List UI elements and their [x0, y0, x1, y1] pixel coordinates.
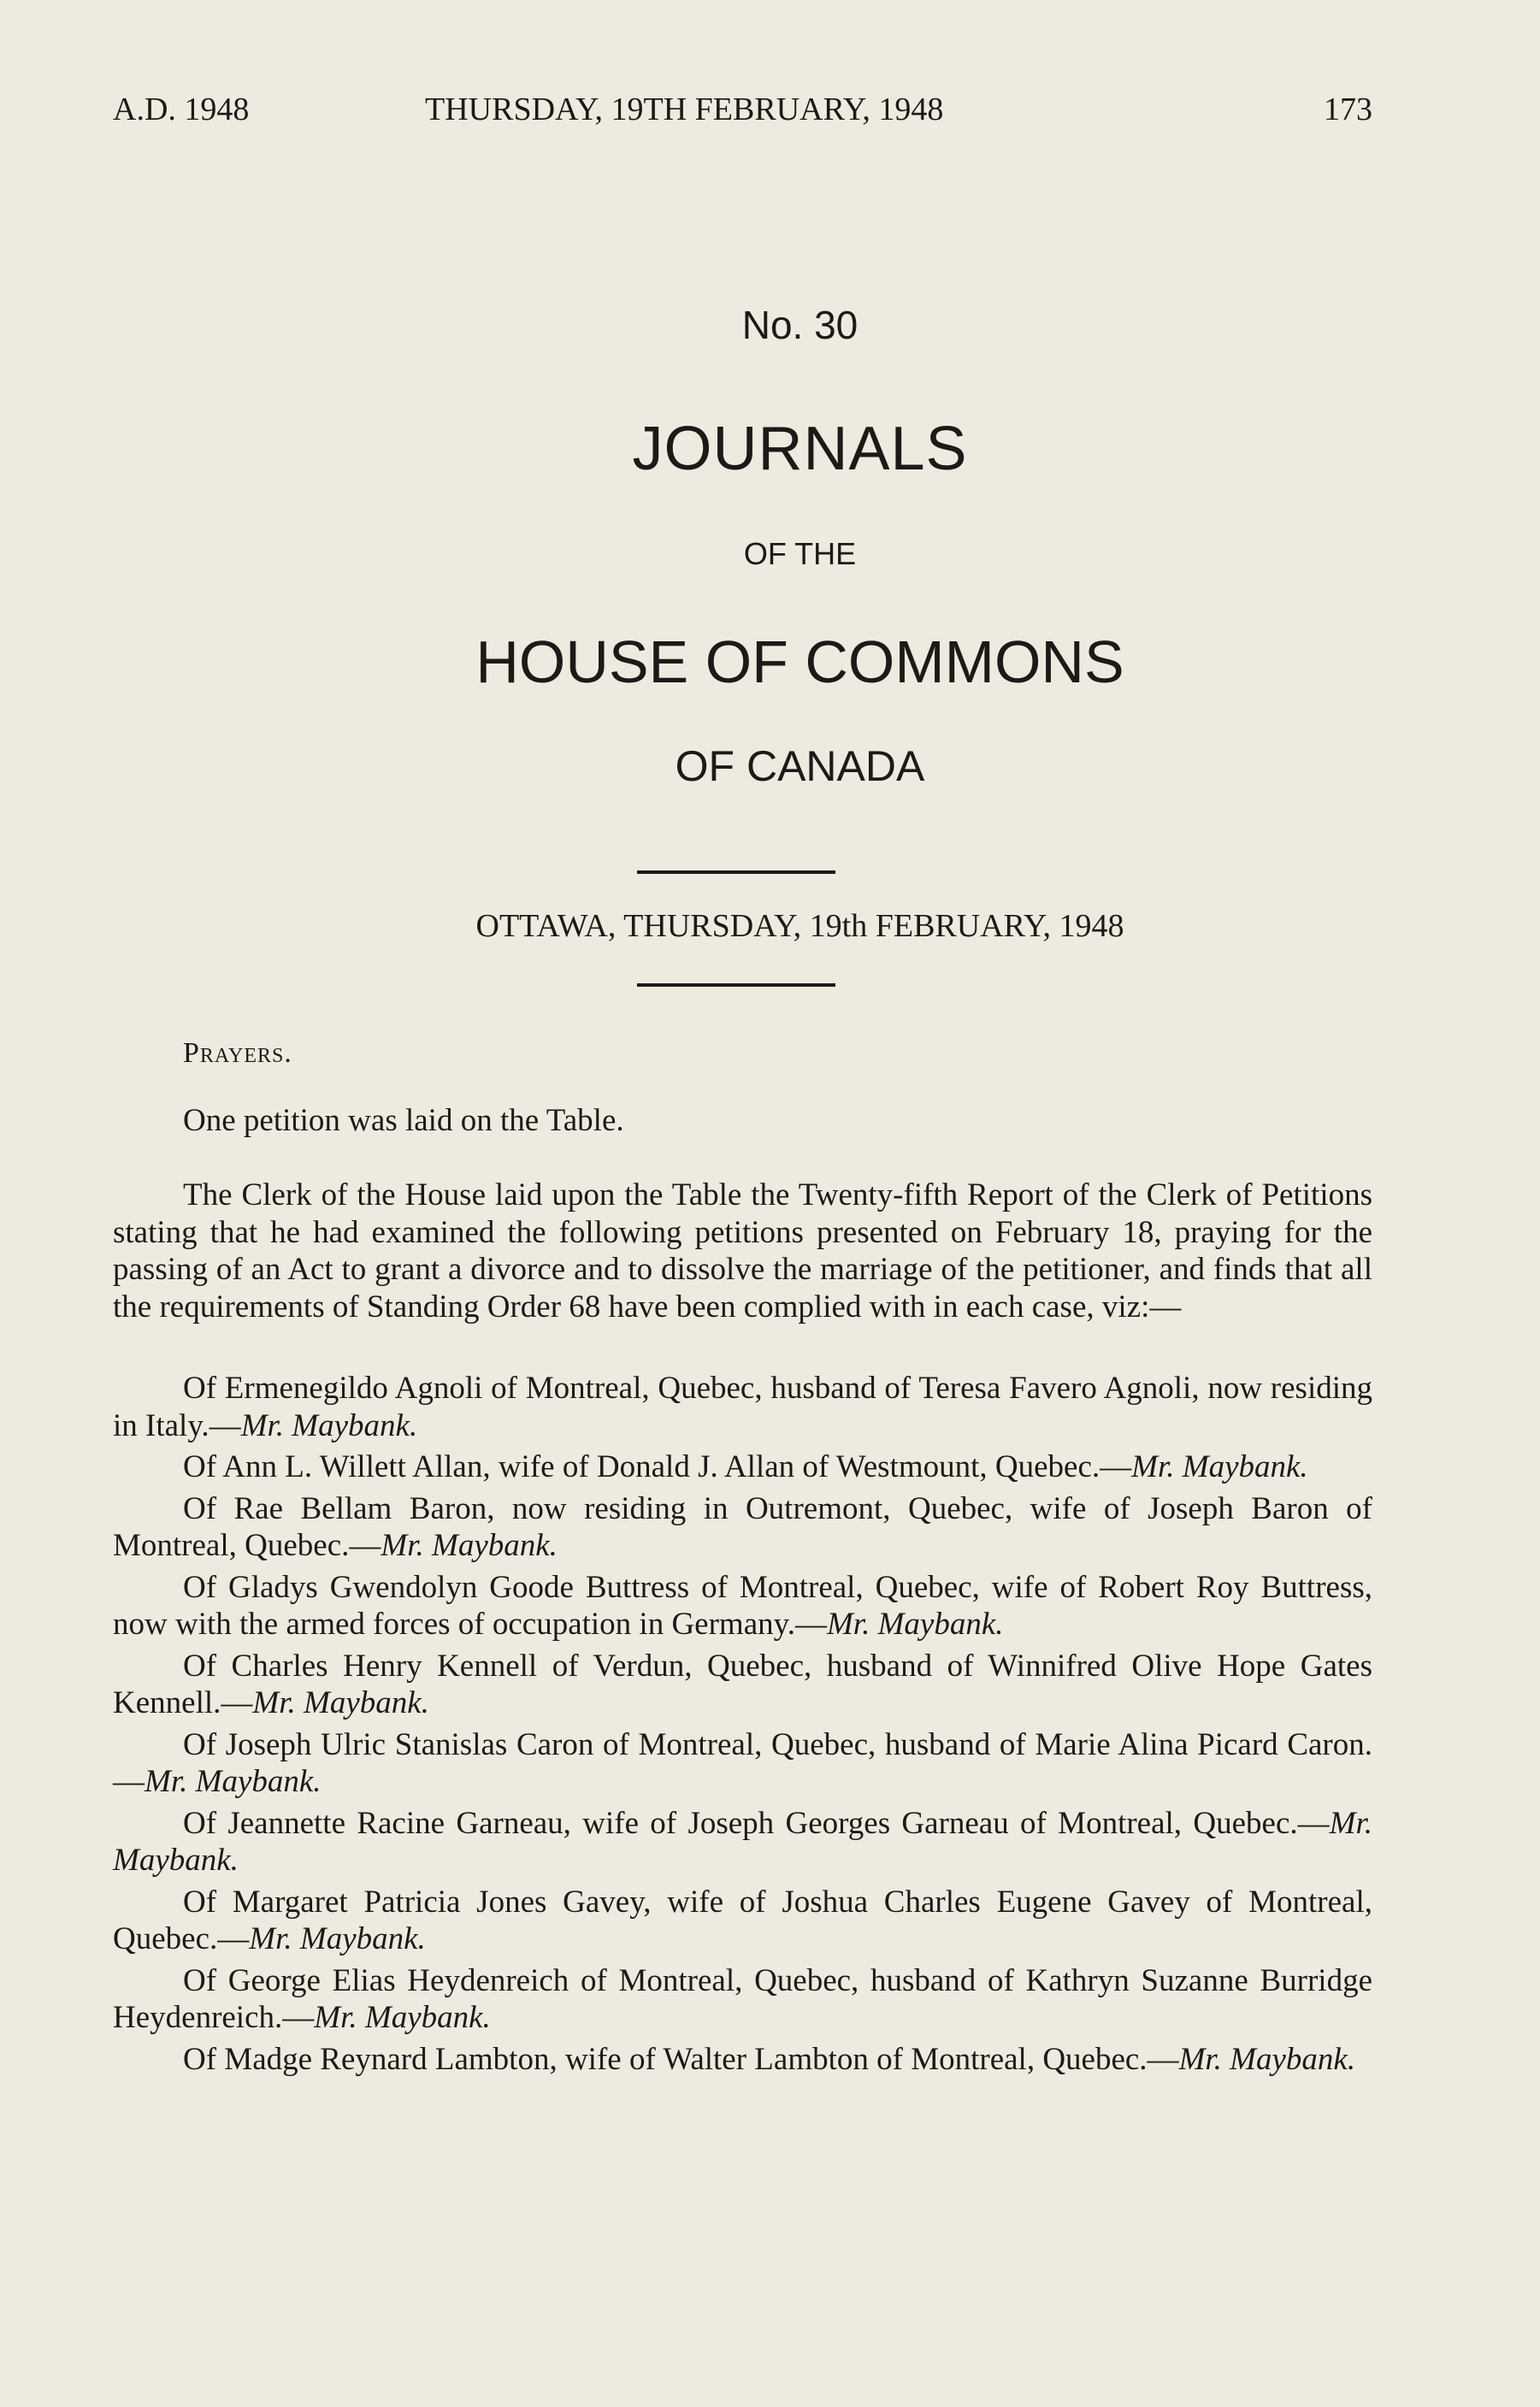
petition-mover: Mr. Maybank. — [249, 1921, 426, 1956]
header-year: A.D. 1948 — [113, 91, 250, 127]
petition-entry — [113, 1805, 1372, 1879]
petition-mover: Mr. Maybank. — [113, 1805, 1372, 1878]
petition-entry — [113, 1569, 1372, 1643]
journal-title: JOURNALS — [632, 415, 968, 483]
journal-house: HOUSE OF COMMONS — [475, 628, 1124, 695]
page-number: 173 — [1324, 91, 1372, 127]
prayers-heading: Prayers. — [183, 1037, 292, 1069]
divider-rule-top — [637, 870, 835, 874]
petition-list — [113, 1370, 1372, 2082]
petition-text: Of Charles Henry Kennell of Verdun, Quebec, husband of Winnifred Olive Hope Gates Kennell.— — [113, 1648, 1372, 1720]
petition-mover: Mr. Maybank. — [240, 1407, 418, 1443]
journal-of-the: OF THE — [743, 536, 857, 571]
petition-mover: Mr. Maybank. — [1178, 2041, 1356, 2077]
petition-text: Of Ermenegildo Agnoli of Montreal, Quebec, husband of Teresa Favero Agnoli, now residing in Italy.— — [113, 1371, 1372, 1443]
petition-entry — [113, 1884, 1372, 1958]
paragraph-petition-laid — [113, 1102, 1372, 1140]
petition-text: Of Jeannette Racine Garneau, wife of Joseph Georges Garneau of Montreal, Quebec.— — [183, 1805, 1330, 1841]
header-date: THURSDAY, 19TH FEBRUARY, 1948 — [425, 91, 944, 127]
journal-of-canada: OF CANADA — [675, 742, 925, 790]
petition-text: Of Ann L. Willett Allan, wife of Donald J. Allan of Westmount, Quebec.— — [183, 1449, 1132, 1484]
petition-text: Of Joseph Ulric Stanislas Caron of Montreal, Quebec, husband of Marie Alina Picard Caron.— — [113, 1726, 1372, 1799]
petition-text: Of Madge Reynard Lambton, wife of Walter Lambton of Montreal, Quebec.— — [183, 2041, 1179, 2077]
petition-entry — [113, 1962, 1372, 2037]
petition-entry — [113, 1490, 1372, 1565]
petition-entry — [113, 2041, 1372, 2079]
petition-entry — [113, 1648, 1372, 1722]
petition-entry — [113, 1726, 1372, 1801]
petition-text: Of Gladys Gwendolyn Goode Buttress of Montreal, Quebec, wife of Robert Roy Buttress, now with the armed forces of occupation in Germany.— — [113, 1569, 1372, 1642]
dateline: OTTAWA, THURSDAY, 19th FEBRUARY, 1948 — [475, 908, 1124, 944]
petition-entry — [113, 1448, 1372, 1486]
running-head — [113, 90, 1372, 129]
petition-text: Of Rae Bellam Baron, now residing in Outremont, Quebec, wife of Joseph Baron of Montreal, Quebec.— — [113, 1490, 1372, 1563]
paragraph-text: One petition was laid on the Table. — [183, 1103, 624, 1138]
petition-mover: Mr. Maybank. — [252, 1685, 429, 1720]
journal-number: No. 30 — [741, 303, 859, 347]
petition-mover: Mr. Maybank. — [826, 1607, 1004, 1642]
paragraph-clerk-report — [113, 1177, 1372, 1325]
petition-mover: Mr. Maybank. — [1131, 1449, 1308, 1484]
petition-entry — [113, 1370, 1372, 1444]
divider-rule-bottom — [637, 983, 835, 987]
petition-mover: Mr. Maybank. — [314, 2000, 491, 2035]
paragraph-text: The Clerk of the House laid upon the Table the Twenty-fifth Report of the Clerk of Petitions stating that he had examined the following petitions presented on February 18, praying for the passing of an Act to grant a divorce and to dissolve the marriage of the petitioner, and finds that all the requirements of Standing Order 68 have been complied with in each case, viz:— — [113, 1177, 1372, 1324]
petition-text: Of Margaret Patricia Jones Gavey, wife of Joshua Charles Eugene Gavey of Montreal, Quebec.— — [113, 1884, 1372, 1956]
petition-text: Of George Elias Heydenreich of Montreal, Quebec, husband of Kathryn Suzanne Burridge Heydenreich.— — [113, 1962, 1372, 2035]
petition-mover: Mr. Maybank. — [145, 1764, 322, 1799]
petition-mover: Mr. Maybank. — [381, 1528, 558, 1563]
